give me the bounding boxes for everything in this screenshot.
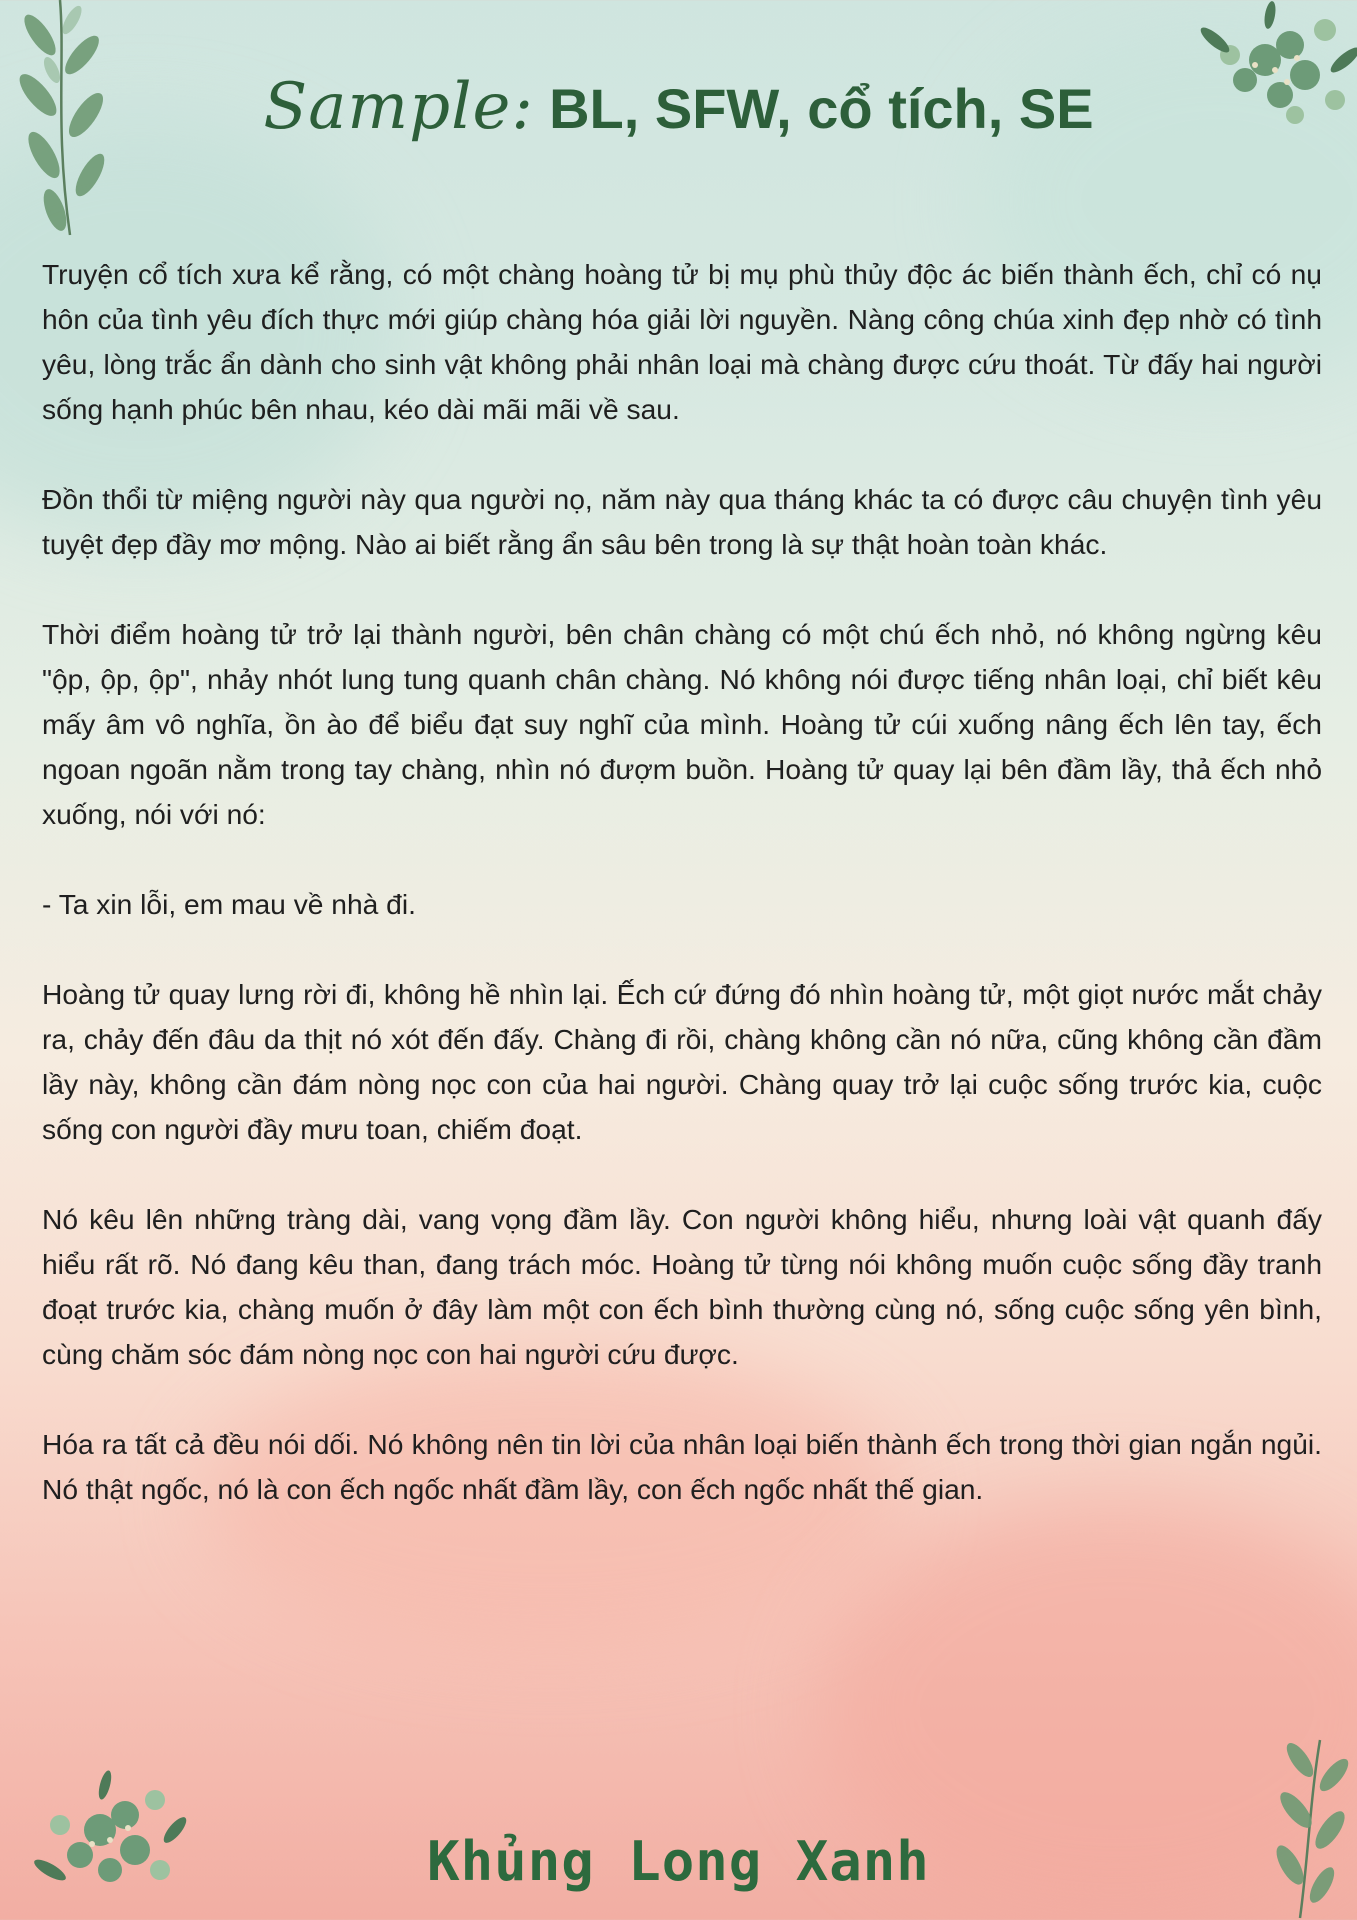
title-tags: BL, SFW, cổ tích, SE xyxy=(549,77,1094,140)
paragraph: Đồn thổi từ miệng người này qua người nọ, năm này qua tháng khác ta có được câu chuyện tình yêu tuyệt đẹp đầy mơ mộng. Nào ai biết rằng ẩn sâu bên trong là sự thật hoàn toàn khác. xyxy=(42,483,1322,560)
author-signature: Khủng Long Xanh xyxy=(427,1830,930,1893)
story-body xyxy=(42,252,1322,1557)
paragraph: Truyện cổ tích xưa kể rằng, có một chàng hoàng tử bị mụ phù thủy độc ác biến thành ếch, chỉ có nụ hôn của tình yêu đích thực mới giúp chàng hóa giải lời nguyền. Nàng công chúa xinh đẹp nhờ có tình yêu, lòng trắc ẩn dành cho sinh vật không phải nhân loại mà chàng được cứu thoát. Từ đấy hai người sống hạnh phúc bên nhau, kéo dài mãi mãi về sau. xyxy=(42,258,1322,425)
paragraph: Nó kêu lên những tràng dài, vang vọng đầm lầy. Con người không hiểu, nhưng loài vật quanh đấy hiểu rất rõ. Nó đang kêu than, đang trách móc. Hoàng tử từng nói không muốn cuộc sống đầy tranh đoạt trước kia, chàng muốn ở đây làm một con ếch bình thường cùng nó, sống cuộc sống yên bình, cùng chăm sóc đám nòng nọc con hai người cứu được. xyxy=(42,1203,1322,1370)
paragraph: Hoàng tử quay lưng rời đi, không hề nhìn lại. Ếch cứ đứng đó nhìn hoàng tử, một giọt nước mắt chảy ra, chảy đến đâu da thịt nó xót đến đấy. Chàng đi rồi, chàng không cần nó nữa, cũng không cần đầm lầy này, không cần đám nòng nọc con của hai người. Chàng quay trở lại cuộc sống trước kia, cuộc sống con người đầy mưu toan, chiếm đoạt. xyxy=(42,978,1322,1145)
paragraph: Hóa ra tất cả đều nói dối. Nó không nên tin lời của nhân loại biến thành ếch trong thời gian ngắn ngủi. Nó thật ngốc, nó là con ếch ngốc nhất đầm lầy, con ếch ngốc nhất thế gian. xyxy=(42,1428,1322,1505)
title-script: Sample: xyxy=(263,70,534,144)
page-title xyxy=(0,70,1357,144)
paragraph: Thời điểm hoàng tử trở lại thành người, bên chân chàng có một chú ếch nhỏ, nó không ngừng kêu "ộp, ộp, ộp", nhảy nhót lung tung quanh chân chàng. Nó không nói được tiếng nhân loại, chỉ biết kêu mấy âm vô nghĩa, ồn ào để biểu đạt suy nghĩ của mình. Hoàng tử cúi xuống nâng ếch lên tay, ếch ngoan ngoãn nằm trong tay chàng, nhìn nó đượm buồn. Hoàng tử quay lại bên đầm lầy, thả ếch nhỏ xuống, nói với nó: xyxy=(42,618,1322,830)
paragraph: - Ta xin lỗi, em mau về nhà đi. xyxy=(42,888,416,920)
